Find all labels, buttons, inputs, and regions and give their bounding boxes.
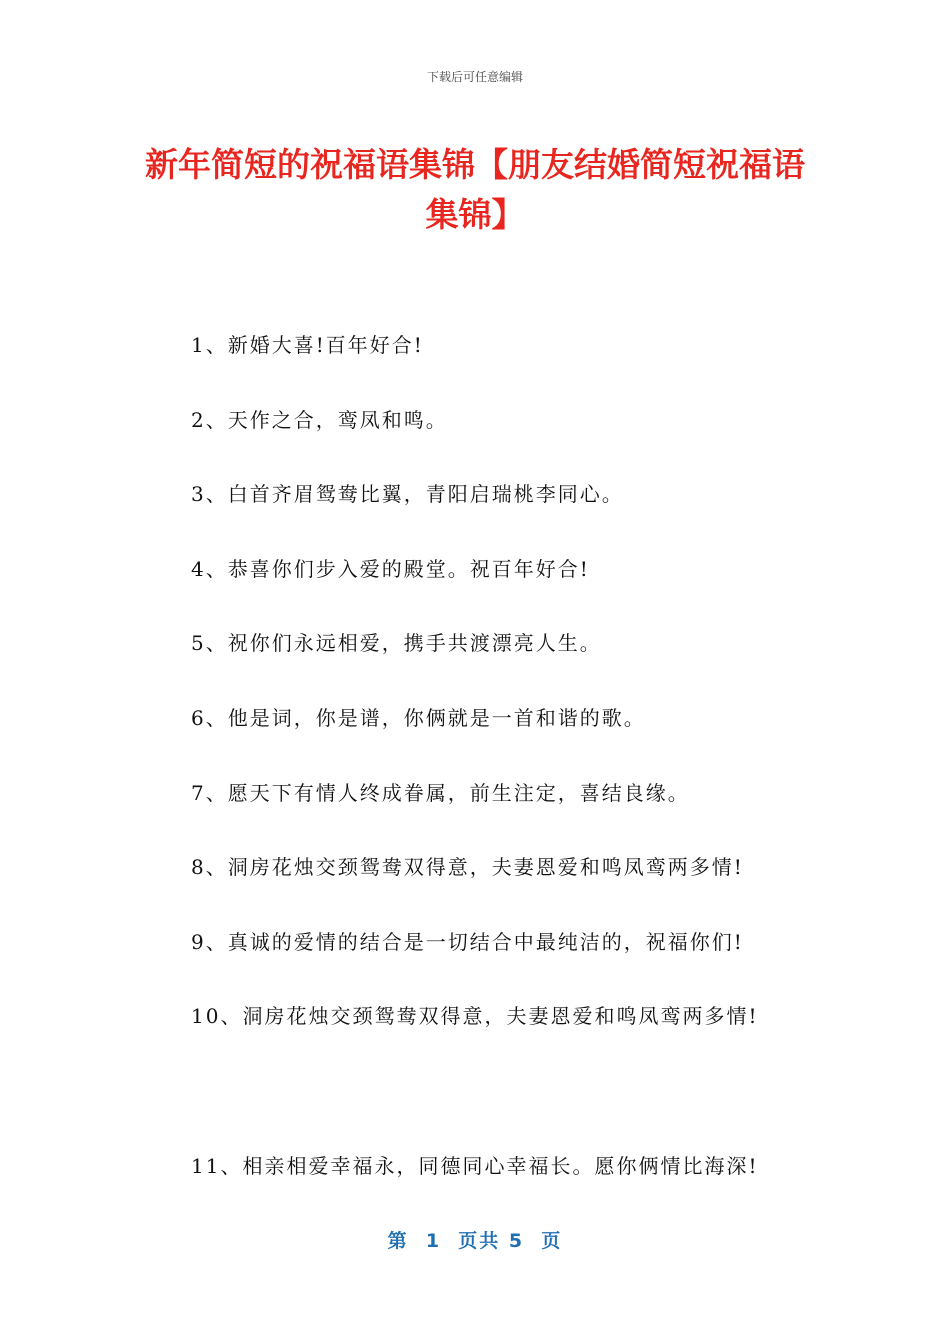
header-note: 下载后可任意编辑 xyxy=(426,70,523,84)
list-item: 6、他是词，你是谱，你俩就是一首和谐的歌。 xyxy=(191,705,646,730)
list-item: 4、恭喜你们步入爱的殿堂。祝百年好合! xyxy=(191,556,590,581)
list-item: 5、祝你们永远相爱，携手共渡漂亮人生。 xyxy=(191,631,602,656)
page-title: 新年简短的祝福语集锦【朋友结婚简短祝福语集锦】 xyxy=(145,145,805,234)
page-footer: 第 1 页共 5 页 xyxy=(387,1230,563,1252)
list-item: 11、相亲相爱幸福永，同德同心幸福长。愿你俩情比海深! xyxy=(191,1153,759,1178)
blessing-list xyxy=(191,330,831,1226)
list-item: 2、天作之合，鸾凤和鸣。 xyxy=(191,407,448,432)
list-item: 9、真诚的爱情的结合是一切结合中最纯洁的，祝福你们! xyxy=(191,929,744,954)
list-item: 1、新婚大喜!百年好合! xyxy=(191,333,424,357)
list-item: 10、洞房花烛交颈鸳鸯双得意，夫妻恩爱和鸣凤鸾两多情! xyxy=(191,1004,759,1029)
list-item: 3、白首齐眉鸳鸯比翼，青阳启瑞桃李同心。 xyxy=(191,482,624,507)
list-item: 7、愿天下有情人终成眷属，前生注定，喜结良缘。 xyxy=(191,780,690,805)
list-item: 8、洞房花烛交颈鸳鸯双得意，夫妻恩爱和鸣凤鸾两多情! xyxy=(191,855,744,880)
